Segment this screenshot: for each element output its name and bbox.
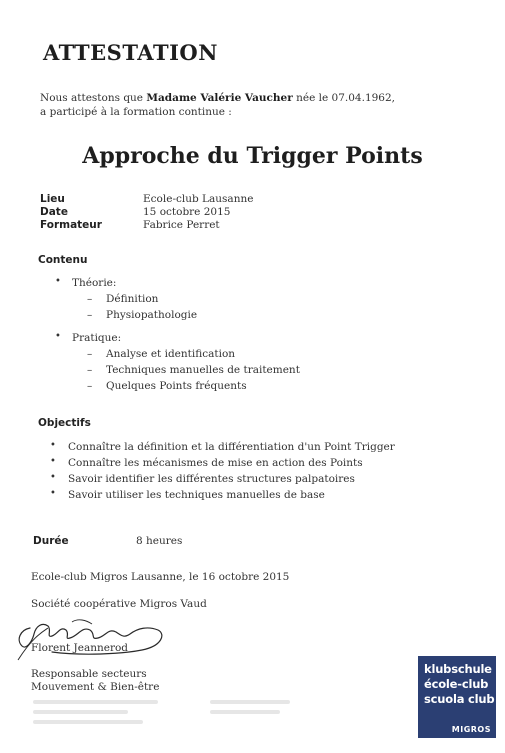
objectif-item: Savoir identifier les différentes structures palpatoires <box>68 473 355 485</box>
place-date: Ecole-club Migros Lausanne, le 16 octobre 2015 <box>31 571 290 583</box>
value-formateur: Fabrice Perret <box>143 219 220 231</box>
dash: – <box>87 380 93 392</box>
intro-line-2: a participé à la formation continue : <box>40 106 232 118</box>
intro-suffix: née le 07.04.1962, <box>296 92 396 104</box>
bullet: • <box>55 276 61 287</box>
signature-image <box>12 608 172 668</box>
value-date: 15 octobre 2015 <box>143 206 231 218</box>
organization: Société coopérative Migros Vaud <box>31 598 207 610</box>
objectif-item: Savoir utiliser les techniques manuelles de base <box>68 489 325 501</box>
faint-footer-text <box>33 720 143 724</box>
dash: – <box>87 364 93 376</box>
signatory-name: Florent Jeannerod <box>31 642 129 654</box>
contenu-group-pratique: Pratique: <box>72 332 122 344</box>
objectifs-heading: Objectifs <box>38 417 91 429</box>
bullet: • <box>50 440 56 451</box>
bullet: • <box>50 456 56 467</box>
document-title: ATTESTATION <box>43 40 218 65</box>
migros-logo <box>418 656 496 738</box>
duree-label: Durée <box>33 535 69 547</box>
contenu-item: Définition <box>106 293 159 305</box>
dash: – <box>87 309 93 321</box>
logo-line-1: klubschule <box>424 662 492 676</box>
label-formateur: Formateur <box>40 219 102 231</box>
bullet: • <box>55 331 61 342</box>
faint-footer-text <box>210 710 280 714</box>
duree-value: 8 heures <box>136 535 183 547</box>
contenu-group-theorie: Théorie: <box>72 277 117 289</box>
objectif-item: Connaître les mécanismes de mise en action des Points <box>68 457 363 469</box>
faint-footer-text <box>33 700 158 704</box>
dash: – <box>87 348 93 360</box>
intro-prefix: Nous attestons que <box>40 92 144 104</box>
contenu-item: Analyse et identification <box>106 348 236 360</box>
value-lieu: Ecole-club Lausanne <box>143 193 254 205</box>
signatory-role-2: Mouvement & Bien-être <box>31 681 160 693</box>
logo-line-2: école-club <box>424 677 489 691</box>
logo-brand: MIGROS <box>451 725 491 734</box>
faint-footer-text <box>33 710 128 714</box>
dash: – <box>87 293 93 305</box>
contenu-item: Quelques Points fréquents <box>106 380 247 392</box>
signatory-role-1: Responsable secteurs <box>31 668 147 680</box>
logo-line-3: scuola club <box>424 692 495 706</box>
objectif-item: Connaître la définition et la différentiation d'un Point Trigger <box>68 441 395 453</box>
bullet: • <box>50 472 56 483</box>
course-title: Approche du Trigger Points <box>82 143 423 169</box>
bullet: • <box>50 488 56 499</box>
contenu-item: Techniques manuelles de traitement <box>106 364 300 376</box>
intro-line-1 <box>40 92 395 104</box>
label-date: Date <box>40 206 68 218</box>
faint-footer-text <box>210 700 290 704</box>
participant-name: Madame Valérie Vaucher <box>146 92 293 104</box>
contenu-item: Physiopathologie <box>106 309 198 321</box>
label-lieu: Lieu <box>40 193 65 205</box>
contenu-heading: Contenu <box>38 254 88 266</box>
